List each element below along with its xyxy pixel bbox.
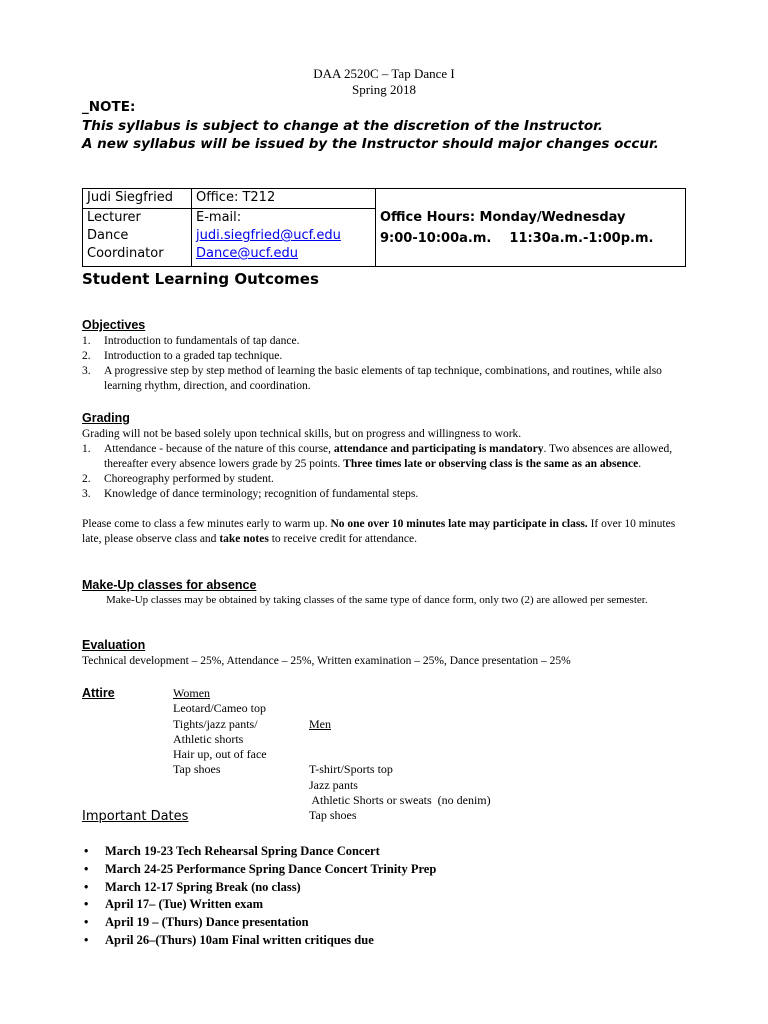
objectives-list-wrap <box>82 334 672 394</box>
dates-heading: Important Dates <box>82 809 189 824</box>
makeup-heading: Make-Up classes for absence <box>82 578 257 592</box>
date-item-text: April 17– (Tue) Written exam <box>105 897 264 912</box>
grading-list <box>82 442 682 502</box>
objective-number: 2. <box>82 350 91 362</box>
objectives-list <box>82 334 672 394</box>
date-item <box>82 914 702 932</box>
grading-item-text: Knowledge of dance terminology; recognition of fundamental steps. <box>104 488 419 500</box>
late-policy-rule: No one over 10 minutes late may participate in class. <box>330 518 588 530</box>
grading-attendance-text-c: . Two absences are allowed, thereafter every absence lowers grade by 25 points. <box>104 443 673 470</box>
note-label: _NOTE: <box>82 99 136 115</box>
grading-item-number: 1. <box>82 443 91 455</box>
objective-number: 1. <box>82 335 91 347</box>
grading-late-rule: Three times late or observing class is the same as an absence <box>343 458 639 470</box>
date-item <box>82 896 702 914</box>
note-line-2: A new syllabus will be issued by the Instructor should major changes occur. <box>82 136 659 152</box>
dates-list <box>82 843 702 950</box>
attire-women-item: Athletic shorts <box>173 731 244 746</box>
objective-item <box>82 364 672 394</box>
dates-list-wrap <box>82 843 702 950</box>
instructor-info-table <box>82 188 686 267</box>
bullet-icon: • <box>84 897 89 912</box>
objective-text: A progressive step by step method of learning the basic elements of tap technique, combinations, and routines, while also learning rhythm, direction, and coordination. <box>104 365 662 392</box>
date-item-text: March 19-23 Tech Rehearsal Spring Dance Concert <box>105 844 380 858</box>
attire-men-item: T-shirt/Sports top <box>309 762 393 777</box>
late-policy-text-e: to receive credit for attendance. <box>271 533 417 545</box>
date-item-text: March 24-25 Performance Spring Dance Concert Trinity Prep <box>105 861 437 876</box>
date-item <box>82 843 702 861</box>
date-item-text: April 19 – (Thurs) Dance presentation <box>105 915 309 930</box>
attire-women-item: Tights/jazz pants/ <box>173 716 258 731</box>
grading-attendance-text-a: Attendance - because of the nature of this course, <box>104 443 332 455</box>
office-hours-time: 9:00-10:00a.m. 11:30a.m.-1:00p.m. <box>380 230 654 246</box>
date-item <box>82 879 702 897</box>
grading-body <box>82 427 682 547</box>
grading-intro: Grading will not be based solely upon technical skills, but on progress and willingness to work. <box>82 428 522 440</box>
makeup-text: Make-Up classes may be obtained by taking classes of the same type of dance form, only two (2) are allowed per semester. <box>106 594 648 606</box>
date-item <box>82 932 702 950</box>
instructor-title-cell <box>83 209 192 267</box>
outcomes-heading: Student Learning Outcomes <box>82 270 319 288</box>
attire-men-item: Tap shoes <box>309 808 357 823</box>
bullet-icon: • <box>84 861 89 876</box>
instructor-title-3: Coordinator <box>87 246 164 261</box>
office-hours-label: Office Hours: Monday/Wednesday <box>380 209 626 225</box>
office-room: Office: T212 <box>192 189 376 209</box>
grading-item-attendance <box>82 442 682 472</box>
instructor-name: Judi Siegfried <box>83 189 192 209</box>
grading-heading: Grading <box>82 411 130 425</box>
attire-men-item: Athletic Shorts or sweats (no denim) <box>309 793 491 808</box>
grading-item-choreography <box>82 472 682 487</box>
objectives-heading: Objectives <box>82 318 146 332</box>
late-policy <box>82 517 682 547</box>
email-label: E-mail: <box>196 210 242 225</box>
attire-women-column <box>173 686 267 778</box>
attire-men-item: Jazz pants <box>309 777 358 792</box>
instructor-title-1: Lecturer <box>87 210 141 225</box>
late-policy-text-a: Please come to class a few minutes early to warm up. <box>82 518 328 530</box>
date-item <box>82 861 702 879</box>
grading-item-text: Choreography performed by student. <box>104 473 274 485</box>
attire-men-label: Men <box>309 716 331 731</box>
grading-item-number: 3. <box>82 488 91 500</box>
late-policy-notes: take notes <box>219 533 269 545</box>
attire-men-column <box>309 686 491 854</box>
note-line-1: This syllabus is subject to change at the discretion of the Instructor. <box>82 118 604 134</box>
attire-women-item: Tap shoes <box>173 762 221 777</box>
date-item-text: March 12-17 Spring Break (no class) <box>105 879 301 894</box>
bullet-icon: • <box>84 915 89 930</box>
instructor-title-2: Dance <box>87 228 129 243</box>
email-link-dance[interactable]: Dance@ucf.edu <box>196 246 299 261</box>
email-cell <box>192 209 376 267</box>
attire-heading: Attire <box>82 686 115 700</box>
attire-men-list <box>309 762 491 823</box>
date-item-text: April 26–(Thurs) 10am Final written critiques due <box>105 932 374 947</box>
attire-women-list <box>173 701 267 777</box>
course-title: DAA 2520C – Tap Dance I <box>313 66 455 81</box>
objective-item <box>82 349 672 364</box>
grading-attendance-mandatory: attendance and participating is mandatory <box>333 443 544 455</box>
bullet-icon: • <box>84 879 89 894</box>
objective-text: Introduction to fundamentals of tap dance. <box>104 335 300 347</box>
objective-text: Introduction to a graded tap technique. <box>104 350 283 362</box>
evaluation-text: Technical development – 25%, Attendance – 25%, Written examination – 25%, Dance presentation – 25% <box>82 655 571 667</box>
bullet-icon: • <box>84 932 89 947</box>
objective-item <box>82 334 672 349</box>
grading-item-number: 2. <box>82 473 91 485</box>
grading-item-terminology <box>82 487 682 502</box>
objective-number: 3. <box>82 365 91 377</box>
grading-attendance-period: . <box>638 458 642 470</box>
attire-women-item: Leotard/Cameo top <box>173 701 266 716</box>
attire-women-label: Women <box>173 686 211 700</box>
course-term: Spring 2018 <box>352 82 416 97</box>
office-hours-cell <box>376 189 686 267</box>
bullet-icon: • <box>84 844 89 858</box>
late-policy-text-c: If over 10 minutes late, please observe class and <box>82 518 676 545</box>
evaluation-heading: Evaluation <box>82 638 146 652</box>
email-link-personal[interactable]: judi.siegfried@ucf.edu <box>196 228 341 243</box>
attire-women-item: Hair up, out of face <box>173 747 267 762</box>
